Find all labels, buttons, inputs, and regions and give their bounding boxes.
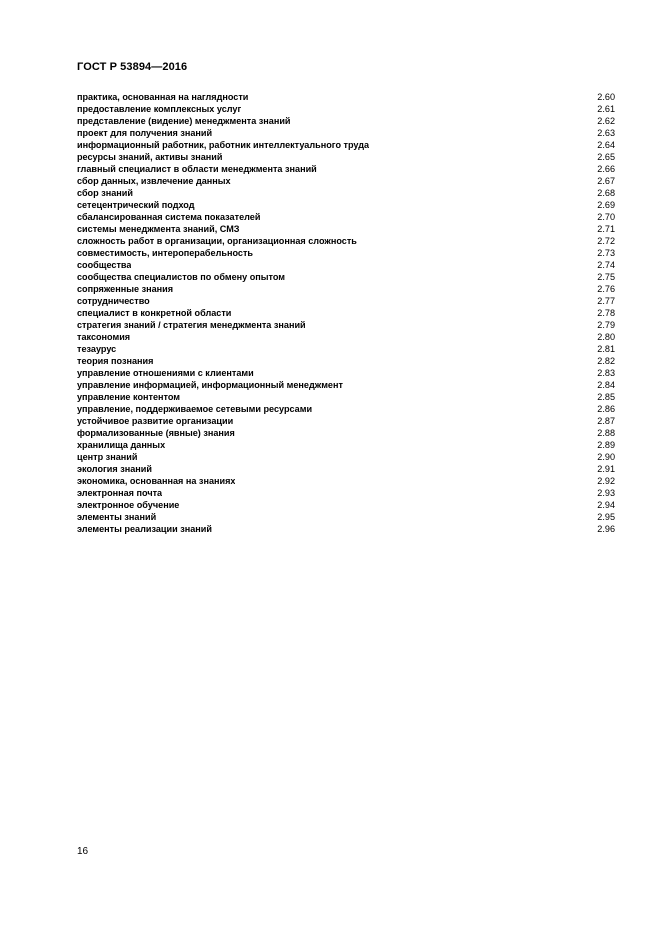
- index-term-number: 2.75: [597, 272, 615, 282]
- index-entry: [77, 139, 615, 151]
- index-term: управление отношениями с клиентами: [77, 368, 254, 378]
- index-term: управление контентом: [77, 392, 180, 402]
- index-term: элементы реализации знаний: [77, 524, 212, 534]
- index-term-number: 2.65: [597, 152, 615, 162]
- index-term: практика, основанная на наглядности: [77, 92, 249, 102]
- index-entry: [77, 259, 615, 271]
- index-term-number: 2.62: [597, 116, 615, 126]
- index-term: сообщества специалистов по обмену опытом: [77, 272, 286, 282]
- index-entry: [77, 487, 615, 499]
- index-term: электронная почта: [77, 488, 163, 498]
- index-term-number: 2.81: [597, 344, 615, 354]
- index-term: хранилища данных: [77, 440, 166, 450]
- index-entry: [77, 475, 615, 487]
- index-term: сложность работ в организации, организационная сложность: [77, 236, 357, 246]
- index-term-number: 2.93: [597, 488, 615, 498]
- index-term: элементы знаний: [77, 512, 157, 522]
- index-term-number: 2.88: [597, 428, 615, 438]
- index-term-number: 2.82: [597, 356, 615, 366]
- term-index-list: [77, 91, 615, 535]
- index-entry: [77, 127, 615, 139]
- index-term: информационный работник, работник интеллектуального труда: [77, 140, 370, 150]
- index-term-number: 2.84: [597, 380, 615, 390]
- index-term-number: 2.79: [597, 320, 615, 330]
- index-term: ресурсы знаний, активы знаний: [77, 152, 223, 162]
- standard-header: ГОСТ Р 53894—2016: [77, 61, 188, 73]
- index-term-number: 2.64: [597, 140, 615, 150]
- index-term: теория познания: [77, 356, 154, 366]
- index-term: центр знаний: [77, 452, 138, 462]
- index-term-number: 2.85: [597, 392, 615, 402]
- index-term-number: 2.90: [597, 452, 615, 462]
- index-term: главный специалист в области менеджмента знаний: [77, 164, 317, 174]
- index-term: совместимость, интероперабельность: [77, 248, 253, 258]
- index-term-number: 2.66: [597, 164, 615, 174]
- index-term-number: 2.80: [597, 332, 615, 342]
- index-entry: [77, 523, 615, 535]
- index-term: экология знаний: [77, 464, 152, 474]
- index-entry: [77, 511, 615, 523]
- index-term-number: 2.74: [597, 260, 615, 270]
- index-entry: [77, 415, 615, 427]
- index-term: проект для получения знаний: [77, 128, 213, 138]
- index-term: сотрудничество: [77, 296, 150, 306]
- index-entry: [77, 463, 615, 475]
- index-term-number: 2.61: [597, 104, 615, 114]
- index-term: таксономия: [77, 332, 131, 342]
- index-term-number: 2.70: [597, 212, 615, 222]
- index-entry: [77, 307, 615, 319]
- index-entry: [77, 427, 615, 439]
- index-term-number: 2.91: [597, 464, 615, 474]
- index-entry: [77, 451, 615, 463]
- index-term-number: 2.69: [597, 200, 615, 210]
- index-term: устойчивое развитие организации: [77, 416, 234, 426]
- index-entry: [77, 163, 615, 175]
- index-term-number: 2.60: [597, 92, 615, 102]
- index-term: сообщества: [77, 260, 132, 270]
- index-term: стратегия знаний / стратегия менеджмента знаний: [77, 320, 306, 330]
- index-entry: [77, 283, 615, 295]
- index-entry: [77, 199, 615, 211]
- index-entry: [77, 151, 615, 163]
- index-term-number: 2.67: [597, 176, 615, 186]
- index-term: сбор знаний: [77, 188, 133, 198]
- index-term-number: 2.94: [597, 500, 615, 510]
- index-entry: [77, 499, 615, 511]
- index-term-number: 2.89: [597, 440, 615, 450]
- index-entry: [77, 331, 615, 343]
- index-entry: [77, 403, 615, 415]
- index-entry: [77, 439, 615, 451]
- index-term-number: 2.76: [597, 284, 615, 294]
- index-entry: [77, 211, 615, 223]
- index-term-number: 2.87: [597, 416, 615, 426]
- index-term-number: 2.96: [597, 524, 615, 534]
- index-term-number: 2.92: [597, 476, 615, 486]
- index-entry: [77, 235, 615, 247]
- index-entry: [77, 379, 615, 391]
- index-term: электронное обучение: [77, 500, 180, 510]
- index-term-number: 2.95: [597, 512, 615, 522]
- index-term: предоставление комплексных услуг: [77, 104, 242, 114]
- index-term-number: 2.72: [597, 236, 615, 246]
- index-term-number: 2.78: [597, 308, 615, 318]
- index-entry: [77, 319, 615, 331]
- index-term: сбалансированная система показателей: [77, 212, 261, 222]
- index-term-number: 2.83: [597, 368, 615, 378]
- index-term: сопряженные знания: [77, 284, 174, 294]
- index-entry: [77, 175, 615, 187]
- index-term: специалист в конкретной области: [77, 308, 232, 318]
- index-term: управление информацией, информационный менеджмент: [77, 380, 343, 390]
- index-entry: [77, 223, 615, 235]
- index-term-number: 2.73: [597, 248, 615, 258]
- index-entry: [77, 103, 615, 115]
- index-term-number: 2.71: [597, 224, 615, 234]
- index-entry: [77, 391, 615, 403]
- index-entry: [77, 343, 615, 355]
- index-entry: [77, 91, 615, 103]
- index-term-number: 2.86: [597, 404, 615, 414]
- index-term: сбор данных, извлечение данных: [77, 176, 231, 186]
- page-number: 16: [77, 846, 89, 857]
- index-term-number: 2.68: [597, 188, 615, 198]
- index-entry: [77, 115, 615, 127]
- index-entry: [77, 187, 615, 199]
- index-entry: [77, 367, 615, 379]
- index-entry: [77, 355, 615, 367]
- index-term-number: 2.77: [597, 296, 615, 306]
- index-term: представление (видение) менеджмента знаний: [77, 116, 291, 126]
- index-entry: [77, 295, 615, 307]
- index-term: управление, поддерживаемое сетевыми ресурсами: [77, 404, 313, 414]
- index-entry: [77, 271, 615, 283]
- index-term-number: 2.63: [597, 128, 615, 138]
- index-term: системы менеджмента знаний, СМЗ: [77, 224, 240, 234]
- index-term: тезаурус: [77, 344, 117, 354]
- index-term: экономика, основанная на знаниях: [77, 476, 236, 486]
- index-term: формализованные (явные) знания: [77, 428, 235, 438]
- index-term: сетецентрический подход: [77, 200, 195, 210]
- index-entry: [77, 247, 615, 259]
